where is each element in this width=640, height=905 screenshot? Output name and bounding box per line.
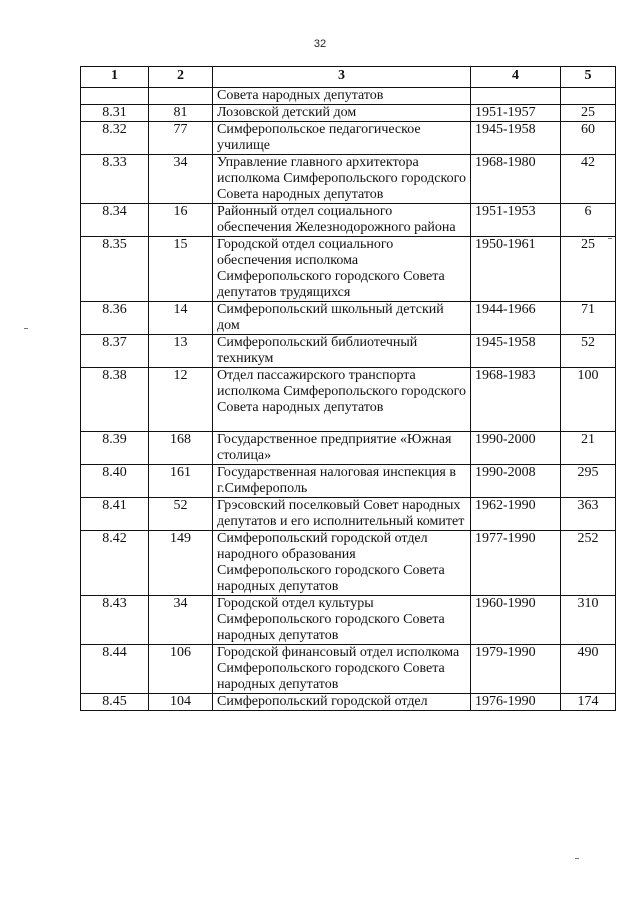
cell-fund: 34 [149,596,213,645]
table-row [81,432,616,465]
cell-number: 8.35 [81,237,149,302]
cell-fund: 14 [149,302,213,335]
cell-title: Симферопольский городской отдел народного образования Симферопольского городского Совета народных депутатов [213,531,471,596]
cell-title: Совета народных депутатов [213,88,471,105]
cell-dates: 1945-1958 [471,122,561,155]
cell-count: 42 [561,155,616,204]
records-table [80,66,616,711]
cell-fund: 12 [149,368,213,432]
table-row [81,531,616,596]
column-header-2: 2 [149,67,213,88]
cell-title: Районный отдел социального обеспечения Железнодорожного района [213,204,471,237]
cell-count: 71 [561,302,616,335]
cell-dates [471,88,561,105]
table-row [81,335,616,368]
cell-fund: 104 [149,694,213,711]
cell-count: 490 [561,645,616,694]
cell-fund: 34 [149,155,213,204]
cell-count: 252 [561,531,616,596]
table-row [81,155,616,204]
cell-number: 8.43 [81,596,149,645]
cell-number: 8.40 [81,465,149,498]
cell-count: 295 [561,465,616,498]
cell-title: Симферопольское педагогическое училище [213,122,471,155]
scan-mark [24,328,28,329]
cell-dates: 1976-1990 [471,694,561,711]
page-number: 32 [313,38,327,50]
cell-title: Лозовской детский дом [213,105,471,122]
cell-number: 8.44 [81,645,149,694]
cell-fund: 16 [149,204,213,237]
cell-dates: 1977-1990 [471,531,561,596]
cell-number: 8.42 [81,531,149,596]
cell-count: 310 [561,596,616,645]
cell-title: Государственная налоговая инспекция в г.Симферополь [213,465,471,498]
cell-dates: 1990-2008 [471,465,561,498]
cell-title: Симферопольский библиотечный техникум [213,335,471,368]
cell-dates: 1990-2000 [471,432,561,465]
table-row [81,645,616,694]
cell-title: Государственное предприятие «Южная столица» [213,432,471,465]
cell-title: Городской отдел культуры Симферопольского городского Совета народных депутатов [213,596,471,645]
cell-dates: 1945-1958 [471,335,561,368]
table-row [81,368,616,432]
cell-count: 52 [561,335,616,368]
cell-number: 8.38 [81,368,149,432]
column-header-4: 4 [471,67,561,88]
cell-number: 8.34 [81,204,149,237]
cell-title: Симферопольский школьный детский дом [213,302,471,335]
column-header-3: 3 [213,67,471,88]
cell-number: 8.32 [81,122,149,155]
cell-dates: 1944-1966 [471,302,561,335]
column-header-5: 5 [561,67,616,88]
cell-count: 100 [561,368,616,432]
cell-count: 25 [561,237,616,302]
table-row [81,498,616,531]
cell-title: Грэсовский поселковый Совет народных депутатов и его исполнительный комитет [213,498,471,531]
cell-count: 6 [561,204,616,237]
table-row [81,302,616,335]
cell-title: Управление главного архитектора исполкома Симферопольского городского Совета народных депутатов [213,155,471,204]
cell-dates: 1951-1957 [471,105,561,122]
cell-dates: 1979-1990 [471,645,561,694]
cell-fund: 168 [149,432,213,465]
cell-number: 8.36 [81,302,149,335]
cell-fund: 81 [149,105,213,122]
cell-number: 8.33 [81,155,149,204]
cell-title: Городской отдел социального обеспечения исполкома Симферопольского городского Совета депутатов трудящихся [213,237,471,302]
scan-mark [608,238,612,239]
cell-dates: 1960-1990 [471,596,561,645]
cell-fund: 149 [149,531,213,596]
cell-fund: 77 [149,122,213,155]
table-header-row [81,67,616,88]
cell-count: 363 [561,498,616,531]
cell-fund: 106 [149,645,213,694]
cell-fund [149,88,213,105]
cell-fund: 161 [149,465,213,498]
column-header-1: 1 [81,67,149,88]
table-row [81,694,616,711]
cell-number: 8.31 [81,105,149,122]
cell-number: 8.39 [81,432,149,465]
cell-title: Симферопольский городской отдел [213,694,471,711]
cell-dates: 1951-1953 [471,204,561,237]
cell-fund: 15 [149,237,213,302]
table-row [81,596,616,645]
cell-dates: 1968-1983 [471,368,561,432]
table-row [81,88,616,105]
cell-number: 8.45 [81,694,149,711]
table-row [81,204,616,237]
cell-count: 21 [561,432,616,465]
cell-fund: 13 [149,335,213,368]
table-row [81,105,616,122]
cell-count: 60 [561,122,616,155]
cell-count: 25 [561,105,616,122]
cell-title: Городской финансовый отдел исполкома Симферопольского городского Совета народных депутатов [213,645,471,694]
cell-number: 8.41 [81,498,149,531]
cell-title: Отдел пассажирского транспорта исполкома Симферопольского городского Совета народных депутатов [213,368,471,432]
table-body [81,88,616,711]
cell-number [81,88,149,105]
table-row [81,237,616,302]
scan-mark [575,858,579,859]
table-row [81,465,616,498]
cell-count: 174 [561,694,616,711]
cell-number: 8.37 [81,335,149,368]
cell-dates: 1950-1961 [471,237,561,302]
cell-dates: 1962-1990 [471,498,561,531]
table-row [81,122,616,155]
cell-fund: 52 [149,498,213,531]
cell-dates: 1968-1980 [471,155,561,204]
cell-count [561,88,616,105]
